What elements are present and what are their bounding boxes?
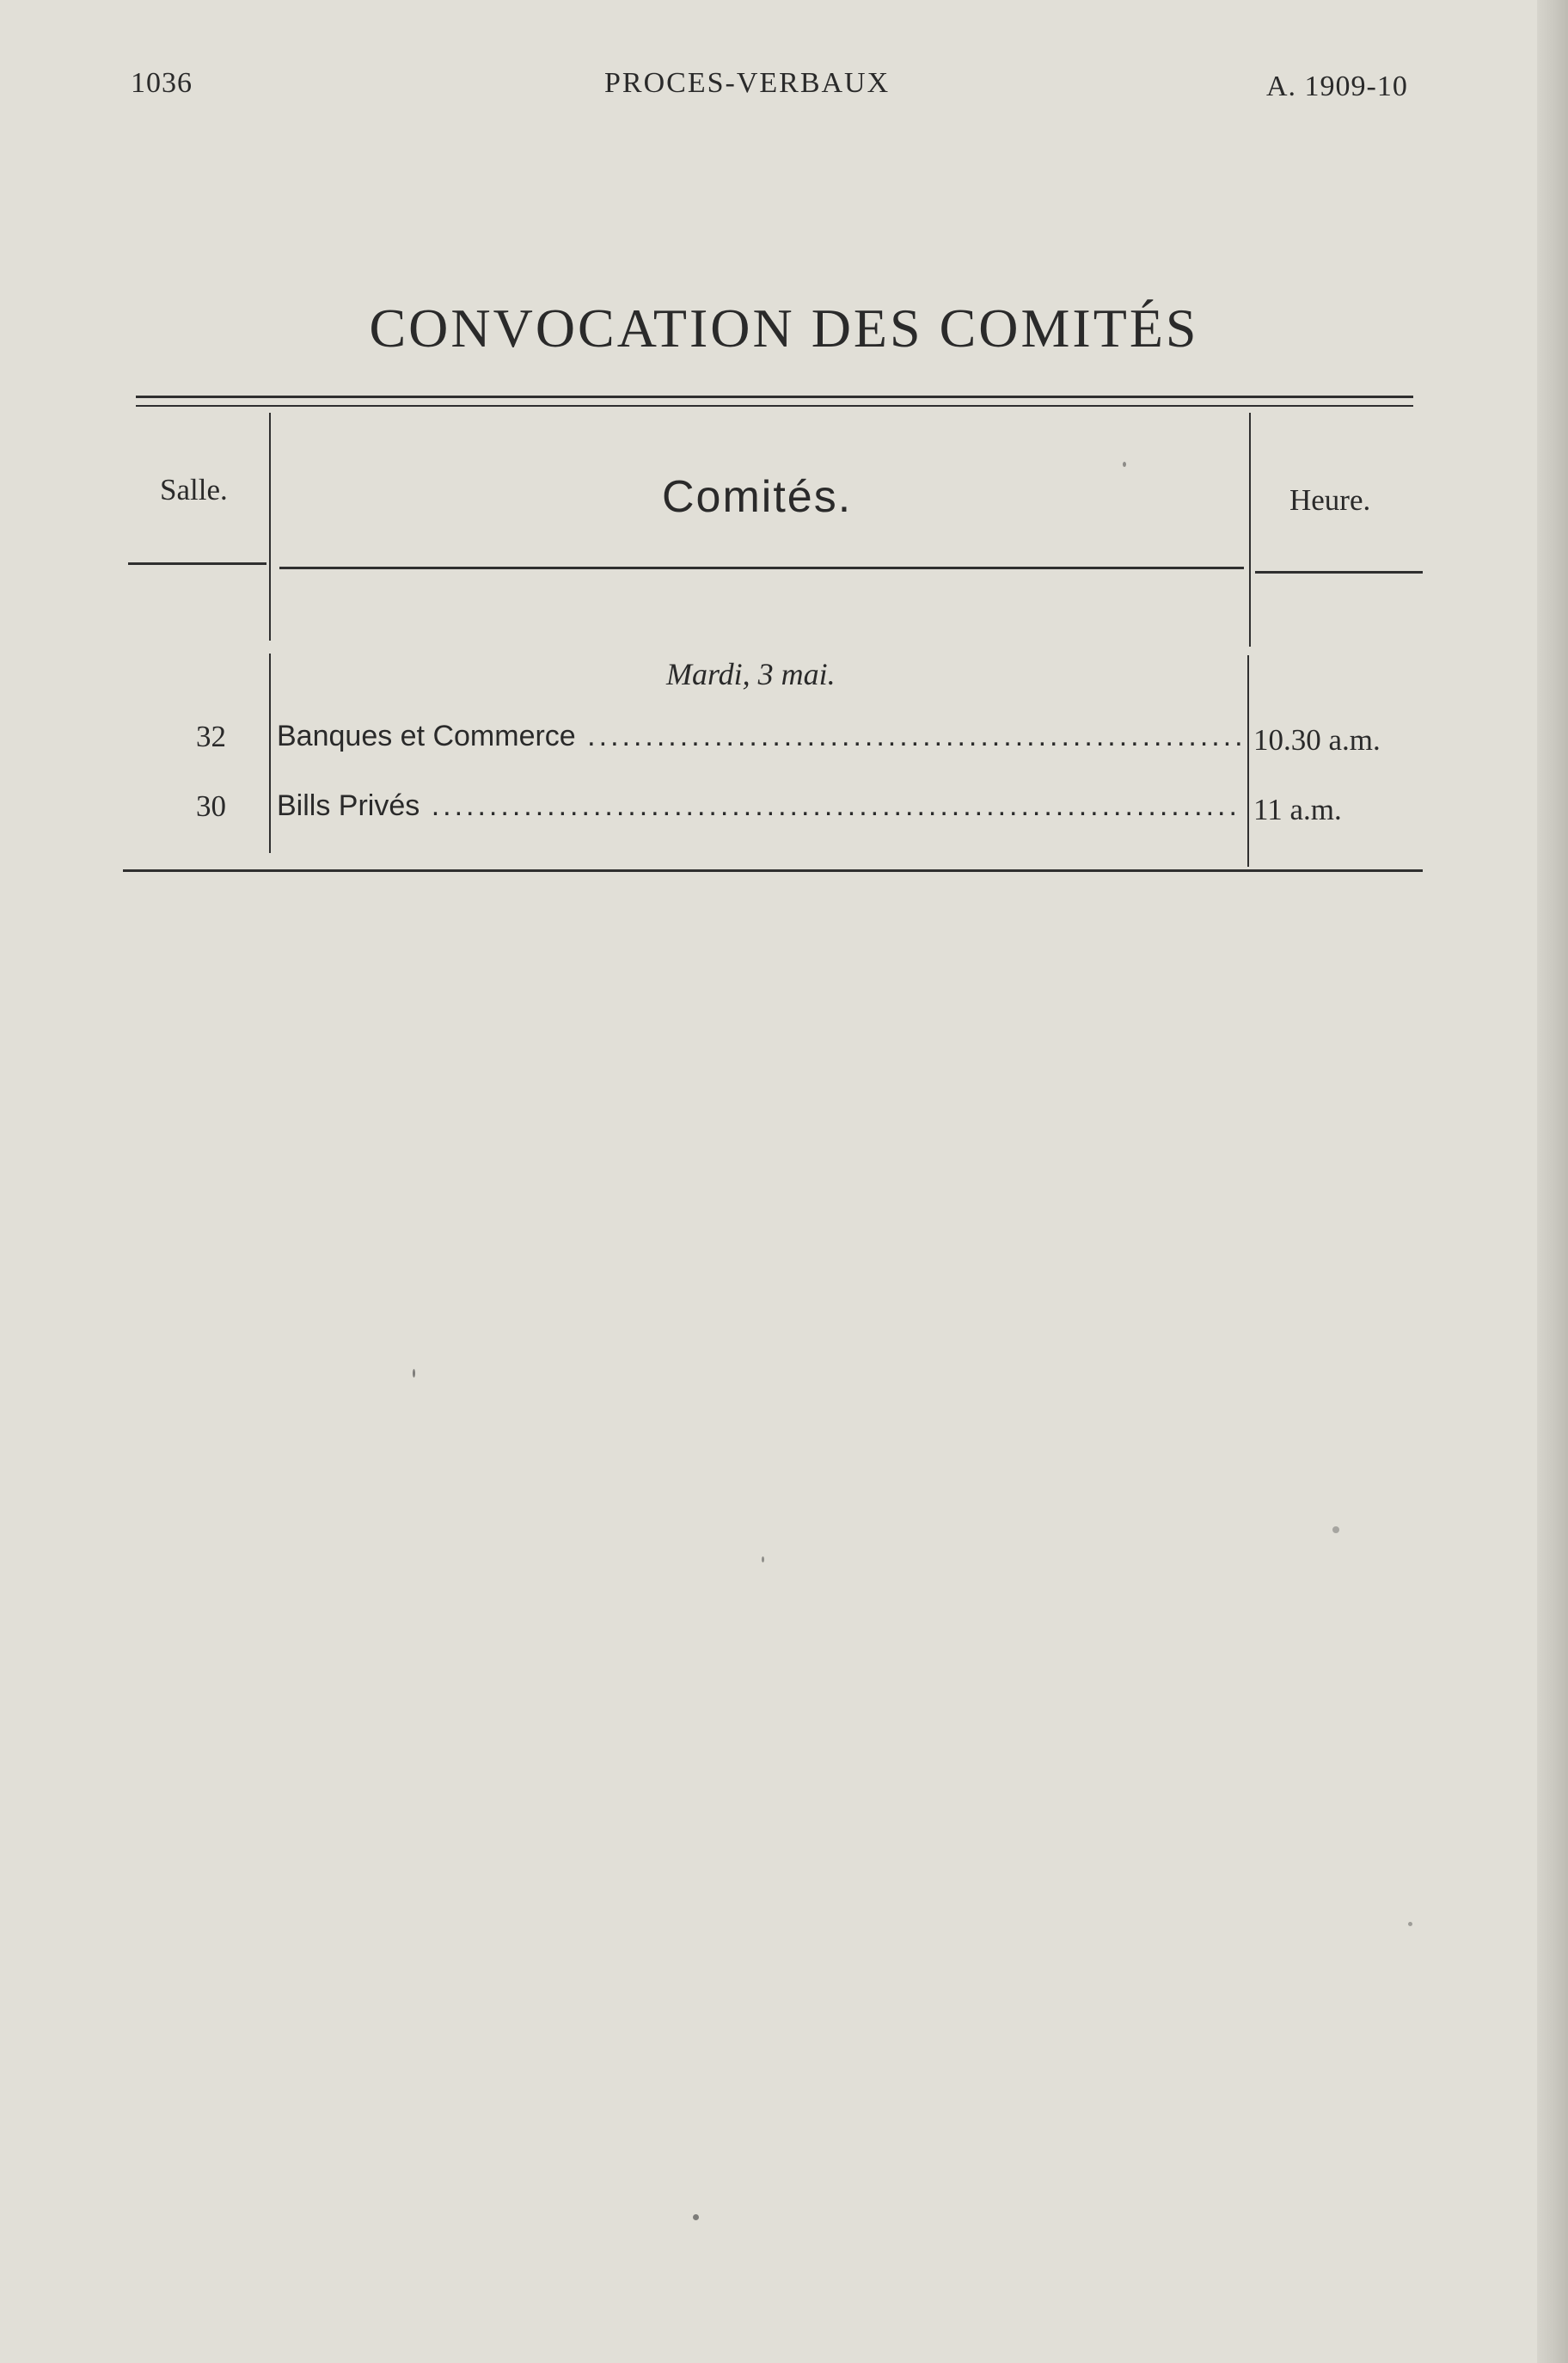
paper-speck bbox=[693, 2214, 699, 2220]
page-title: CONVOCATION DES COMITÉS bbox=[369, 298, 1199, 359]
header-heure: Heure. bbox=[1289, 483, 1371, 517]
row-comite: Bills Privés ..... bbox=[277, 789, 1241, 823]
table-row bbox=[0, 720, 1568, 761]
table-top-rule bbox=[136, 396, 1413, 398]
row-comite: Banques et Commerce ..... bbox=[277, 720, 1241, 753]
paper-speck bbox=[1332, 1526, 1339, 1533]
table-row bbox=[0, 789, 1568, 831]
column-divider-right bbox=[1249, 413, 1251, 647]
header-comites: Comités. bbox=[662, 472, 853, 522]
paper-speck bbox=[1123, 462, 1126, 467]
row-heure: 10.30 a.m. bbox=[1253, 723, 1381, 757]
session-label: A. 1909-10 bbox=[1266, 71, 1408, 102]
column-divider-right-lower bbox=[1247, 655, 1249, 867]
running-head bbox=[0, 67, 1568, 110]
header-rule-heure bbox=[1255, 571, 1423, 574]
day-heading: Mardi, 3 mai. bbox=[666, 657, 836, 691]
paper-speck bbox=[413, 1369, 415, 1378]
row-heure: 11 a.m. bbox=[1253, 793, 1342, 826]
table-bottom-rule bbox=[123, 869, 1423, 872]
row-salle: 32 bbox=[196, 720, 226, 753]
header-salle: Salle. bbox=[160, 473, 228, 506]
running-title: PROCES-VERBAUX bbox=[604, 67, 891, 99]
header-rule-comites bbox=[279, 567, 1244, 569]
column-divider-left bbox=[269, 413, 271, 641]
table-top-rule-inner bbox=[136, 405, 1413, 407]
paper-speck bbox=[1408, 1922, 1412, 1926]
page-number: 1036 bbox=[131, 67, 193, 99]
row-salle: 30 bbox=[196, 789, 226, 823]
header-rule-salle bbox=[128, 562, 266, 565]
paper-speck bbox=[762, 1556, 764, 1562]
